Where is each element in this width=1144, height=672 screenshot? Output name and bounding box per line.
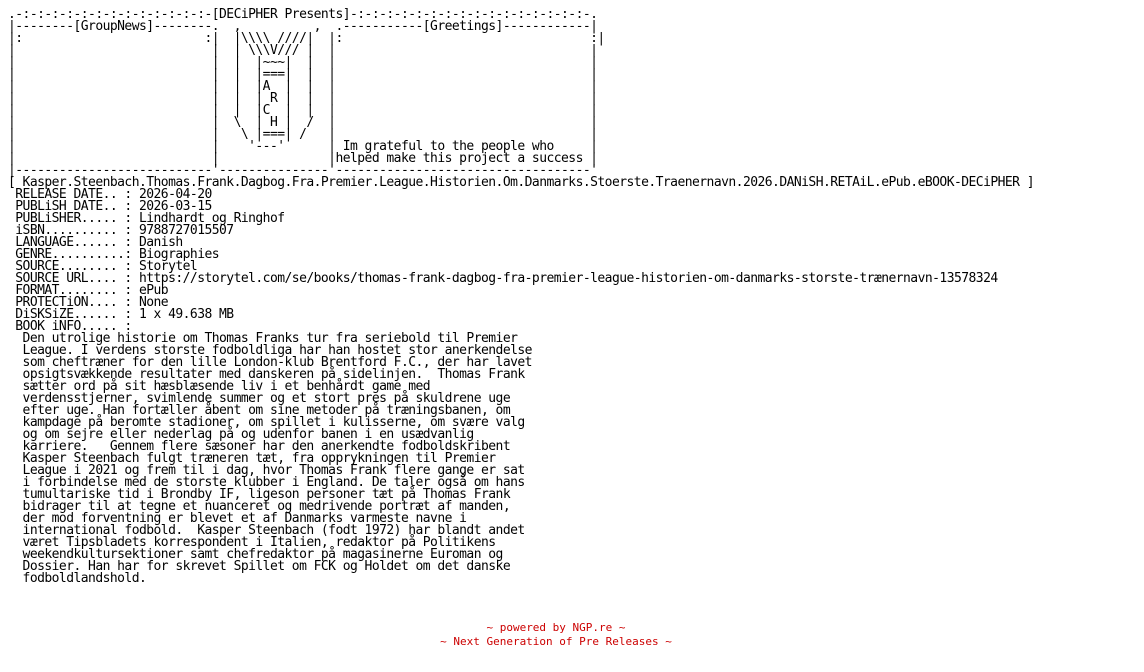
nfo-line: League i 2021 og frem til i dag, hvor Thomas Frank flere gange er sat — [8, 463, 525, 478]
nfo-line: i forbindelse med de storste klubber i England. De taler også om hans — [8, 475, 525, 490]
nfo-line: verdensstjerner, svimlende summer og et stort pres på skuldrene uge — [8, 391, 511, 406]
nfo-line: kampdage på beromte stadioner, om spillet i kulisserne, om svære valg — [8, 415, 525, 430]
nfo-line: PUBLiSH DATE.. : 2026-03-15 — [8, 199, 212, 214]
nfo-line: |---------------------------'---------------'-----------------------------------' — [8, 163, 598, 178]
nfo-line: Dossier. Han har for skrevet Spillet om FCK og Holdet om det danske — [8, 559, 511, 574]
nfo-line: | | '---' | Im grateful to the people who | — [8, 139, 598, 154]
nfo-line: international fodbold. Kasper Steenbach (fodt 1972) har blandt andet — [8, 523, 525, 538]
nfo-line: League. I verdens storste fodboldliga har han hostet stor anerkendelse — [8, 343, 532, 358]
nfo-text — [8, 9, 1034, 585]
nfo-line: PUBLiSHER..... : Lindhardt og Ringhof — [8, 211, 285, 226]
nfo-line: iSBN.......... : 9788727015507 — [8, 223, 234, 238]
nfo-line: PROTECTiON.... : None — [8, 295, 169, 310]
nfo-line: RELEASE DATE.. : 2026-04-20 — [8, 187, 212, 202]
nfo-line: SOURCE........ : Storytel — [8, 259, 198, 274]
nfo-line: | | \ | H | / | | — [8, 115, 598, 130]
nfo-line: der mod forventning er blevet et af Danmarks varmeste navne i — [8, 511, 467, 526]
powered-by-footer: ~ powered by NGP.re ~ — [486, 621, 626, 634]
nfo-line: karriere. Gennem flere sæsoner har den anerkendte fodboldskribent — [8, 439, 511, 454]
nfo-line: | | | |~~~| | | | — [8, 55, 598, 70]
nfo-line: DiSKSiZE...... : 1 x 49.638 MB — [8, 307, 234, 322]
nfo-line: | | | \\\V/// | | | — [8, 43, 598, 58]
nfo-line: som cheftræner for den lille London-klub Brentford F.C., der har lavet — [8, 355, 532, 370]
nfo-line: sætter ord på sit hæsblæsende liv i et benhårdt game med — [8, 379, 431, 394]
nfo-line: FORMAT........ : ePub — [8, 283, 169, 298]
nfo-line: | | | |C | | | | — [8, 103, 598, 118]
nfo-line: bidrager til at tegne et nuanceret og medrivende portræt af manden, — [8, 499, 511, 514]
nfo-line: [ Kasper.Steenbach.Thomas.Frank.Dagbog.Fra.Premier.League.Historien.Om.Danmarks.Stoerste.Traenernavn.2026.DANiSH.RETAiL.ePub.eBOOK-DECiPHER ] — [8, 175, 1035, 190]
nfo-line: BOOK iNFO..... : — [8, 319, 132, 334]
nfo-line: fodboldlandshold. — [8, 571, 147, 586]
nfo-line: LANGUAGE...... : Danish — [8, 235, 183, 250]
nfo-line: | | | |A | | | | — [8, 79, 598, 94]
nfo-line: | | \ |===| / | | — [8, 127, 598, 142]
nfo-line: og om sejre eller nederlag på og udenfor banen i en usædvanlig — [8, 427, 474, 442]
nfo-line: været Tipsbladets korrespondent i Italien, redaktor på Politikens — [8, 535, 496, 550]
nfo-line: |--------[GroupNews]--------. , , .-----------[Greetings]------------| — [8, 19, 598, 34]
nfo-line: Den utrolige historie om Thomas Franks tur fra seriebold til Premier — [8, 331, 518, 346]
nfo-line: | | | |===| | | | — [8, 67, 598, 82]
nfo-line: weekendkultursektioner samt chefredaktor på magasinerne Euroman og — [8, 547, 503, 562]
nfo-line: SOURCE URL.... : https://storytel.com/se/books/thomas-frank-dagbog-fra-premier-league-historien-om-danmarks-storste-trænernavn-13578324 — [8, 271, 998, 286]
tagline-footer: ~ Next Generation of Pre Releases ~ — [440, 635, 672, 648]
nfo-line: efter uge. Han fortæller åbent om sine metoder på træningsbanen, om — [8, 403, 511, 418]
nfo-line: | | | | R | | | | — [8, 91, 598, 106]
nfo-line: Kasper Steenbach fulgt træneren tæt, fra opprykningen til Premier — [8, 451, 496, 466]
nfo-line: | | |helped make this project a success | — [8, 151, 598, 166]
nfo-line: tumultariske tid i Brondby IF, ligeson personer tæt på Thomas Frank — [8, 487, 511, 502]
nfo-line: GENRE..........: Biographies — [8, 247, 220, 262]
nfo-line: |: :| |\\\\ ////| |: :| — [8, 31, 605, 46]
nfo-line: opsigtsvækkende resultater med danskeren på sidelinjen. Thomas Frank — [8, 367, 525, 382]
nfo-line: .-:-:-:-:-:-:-:-:-:-:-:-:-:-[DECiPHER Presents]-:-:-:-:-:-:-:-:-:-:-:-:-:-:-:-:-. — [8, 7, 598, 22]
